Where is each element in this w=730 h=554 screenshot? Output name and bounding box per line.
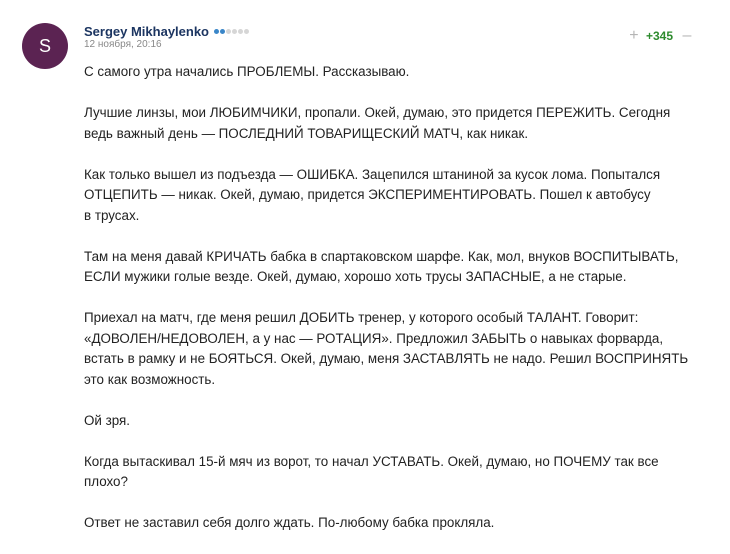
comment-paragraph: Приехал на матч, где меня решил ДОБИТЬ тренер, у которого особый ТАЛАНТ. Говорит: «ДОВОЛЕН/НЕДОВОЛЕН, а у нас — РОТАЦИЯ». Предложил ЗАБЫТЬ о навыках форварда, встать в рамку и не БОЯТЬСЯ. Окей, думаю, меня ЗАСТАВЛЯТЬ не надо. Решил ВОСПРИНЯТЬ это как возможность. <box>84 310 689 387</box>
comment-paragraph: Ответ не заставил себя долго ждать. По-любому бабка прокляла. <box>84 515 495 530</box>
rating-dots <box>214 29 249 34</box>
comment-body <box>84 62 704 554</box>
vote-score: +345 <box>645 29 673 43</box>
minus-icon[interactable]: – <box>682 27 692 44</box>
comment-paragraph: Лучшие линзы, мои ЛЮБИМЧИКИ, пропали. Окей, думаю, это придется ПЕРЕЖИТЬ. Сегодня ведь важный день — ПОСЛЕДНИЙ ТОВАРИЩЕСКИЙ МАТЧ, как никак. <box>84 105 671 141</box>
rating-dot-empty <box>226 29 231 34</box>
comment-paragraph: Ой зря. <box>84 412 131 428</box>
timestamp: 12 ноября, 20:16 <box>84 39 162 50</box>
rating-dot-empty <box>244 29 249 34</box>
rating-dot-filled <box>220 29 225 34</box>
avatar[interactable]: S <box>22 23 68 69</box>
rating-dot-filled <box>214 29 219 34</box>
author-name[interactable]: Sergey Mikhaylenko <box>84 23 209 39</box>
rating-dot-empty <box>238 29 243 34</box>
plus-icon[interactable]: + <box>629 27 639 44</box>
rating-dot-empty <box>232 29 237 34</box>
comment-paragraph: Там на меня давай КРИЧАТЬ бабка в спартаковском шарфе. Как, мол, внуков ВОСПИТЫВАТЬ, ЕСЛИ мужики голые везде. Окей, думаю, хорошо хоть трусы ЗАПАСНЫЕ, а не старые. <box>84 248 679 284</box>
comment-paragraph: Как только вышел из подъезда — ОШИБКА. Зацепился штаниной за кусок лома. Попытался ОТЦЕПИТЬ — никак. Окей, думаю, придется ЭКСПЕРИМЕНТИРОВАТЬ. Пошел к автобусу в трусах. <box>84 166 661 223</box>
comment-paragraph: С самого утра начались ПРОБЛЕМЫ. Рассказываю. <box>84 64 410 79</box>
comment-paragraph: Когда вытаскивал 15-й мяч из ворот, то начал УСТАВАТЬ. Окей, думаю, но ПОЧЕМУ так все плохо? <box>84 453 659 489</box>
author-row <box>84 23 249 39</box>
vote-controls <box>627 28 694 44</box>
